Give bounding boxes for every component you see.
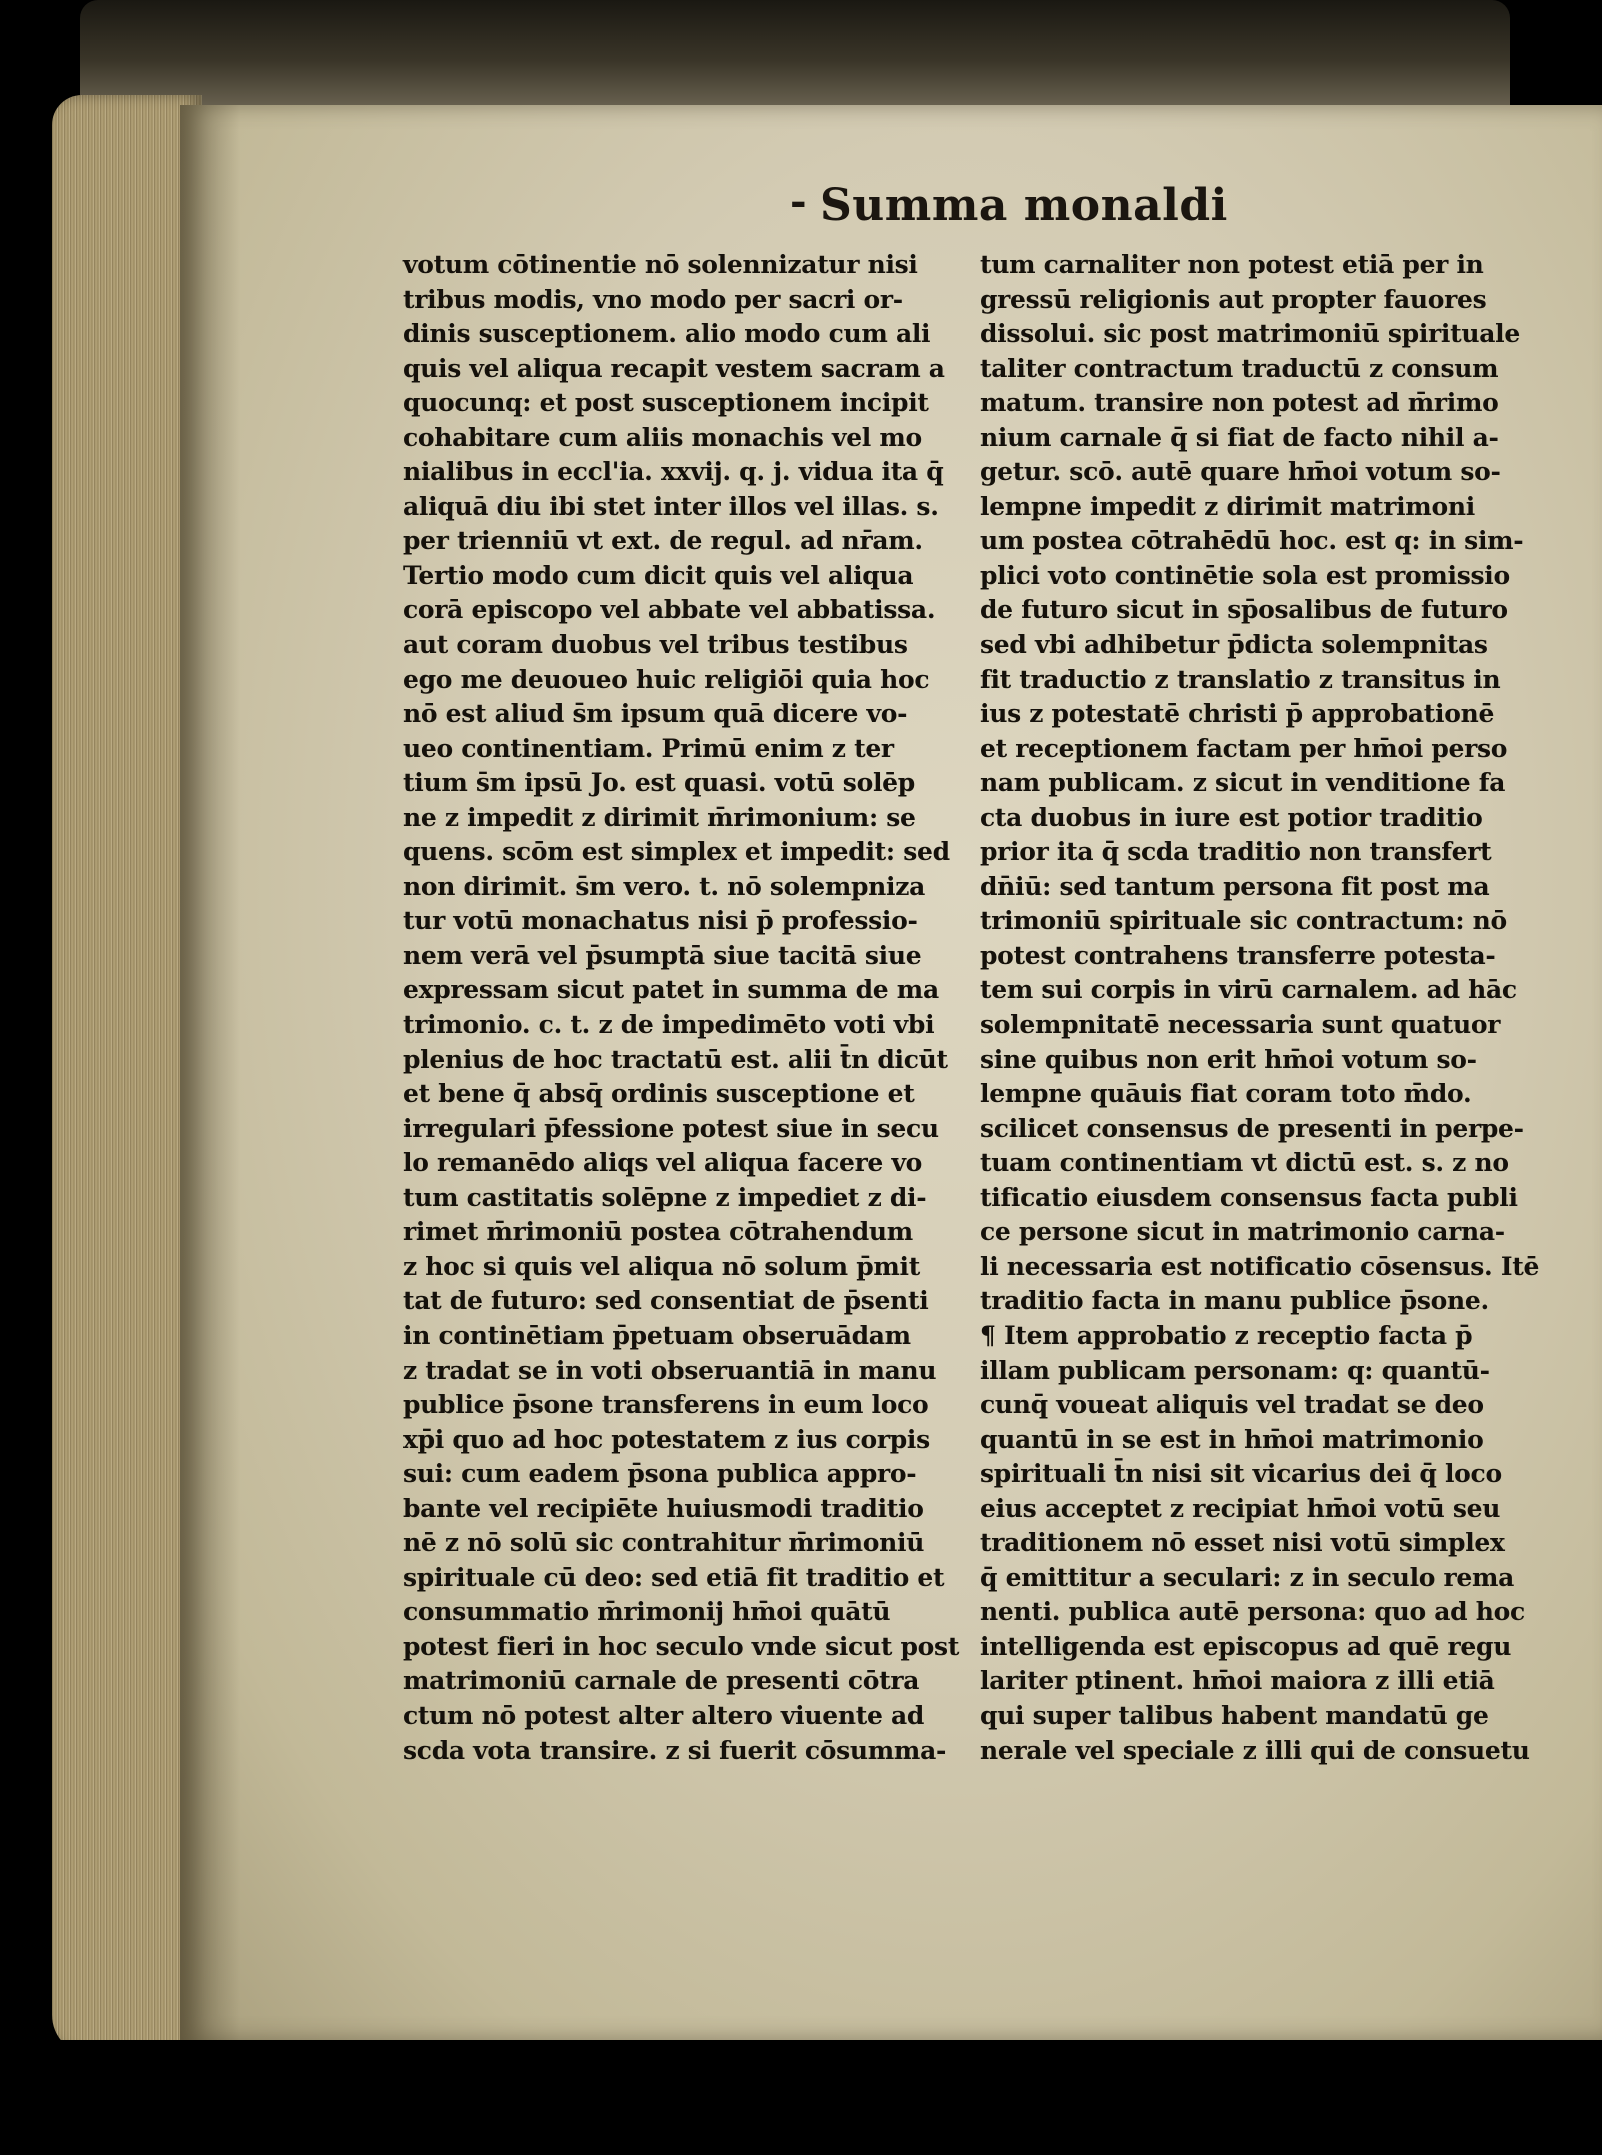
text-line: intelligenda est episcopus ad quē regu xyxy=(980,1631,1512,1661)
text-line: trimonio. c. t. z de impedimēto voti vbi xyxy=(403,1010,935,1040)
text-line: sine quibus non erit hm̄oi votum so- xyxy=(980,1044,1477,1074)
text-line: plenius de hoc tractatū est. alii t̄n dicūt xyxy=(403,1044,948,1074)
text-line: z tradat se in voti obseruantiā in manu xyxy=(403,1355,937,1385)
text-column-left xyxy=(403,248,963,1768)
text-line: tribus modis, vno modo per sacri or- xyxy=(403,284,903,314)
text-line: solempnitatē necessaria sunt quatuor xyxy=(980,1010,1501,1040)
text-line: rimet m̄rimoniū postea cōtrahendum xyxy=(403,1217,913,1247)
text-line: et bene q̄ absq̄ ordinis susceptione et xyxy=(403,1079,915,1109)
text-line: tificatio eiusdem consensus facta publi xyxy=(980,1182,1518,1212)
text-line: lempne quāuis fiat coram toto m̄do. xyxy=(980,1079,1472,1109)
text-line: ctum nō potest alter altero viuente ad xyxy=(403,1700,925,1730)
text-line: nenti. publica autē persona: quo ad hoc xyxy=(980,1597,1525,1627)
background-bottom xyxy=(0,2040,1602,2155)
text-line: spirituali t̄n nisi sit vicarius dei q̄ loco xyxy=(980,1459,1502,1489)
text-line: li necessaria est notificatio cōsensus. Itē xyxy=(980,1251,1540,1281)
text-line: tur votū monachatus nisi p̄ professio- xyxy=(403,906,918,936)
text-line: eius acceptet z recipiat hm̄oi votū seu xyxy=(980,1493,1501,1523)
gutter-shadow xyxy=(180,105,240,2040)
text-line: nerale vel speciale z illi qui de consuetu xyxy=(980,1735,1530,1765)
text-line: nialibus in eccl'ia. xxvij. q. j. vidua ita q̄ xyxy=(403,457,944,487)
text-line: taliter contractum traductū z consum xyxy=(980,353,1499,383)
text-line: prior ita q̄ scda traditio non transfert xyxy=(980,837,1492,867)
text-line: quantū in se est in hm̄oi matrimonio xyxy=(980,1424,1484,1454)
text-line: corā episcopo vel abbate vel abbatissa. xyxy=(403,595,936,625)
text-line: aliquā diu ibi stet inter illos vel illas. s. xyxy=(403,491,939,521)
text-line: lo remanēdo aliqs vel aliqua facere vo xyxy=(403,1148,923,1178)
text-line: non dirimit. s̄m vero. t. nō solempniza xyxy=(403,871,926,901)
text-line: matrimoniū carnale de presenti cōtra xyxy=(403,1666,920,1696)
text-line: ueo continentiam. Primū enim z ter xyxy=(403,733,894,763)
text-line: per trienniū vt ext. de regul. ad nr̄am. xyxy=(403,526,923,556)
text-line: Tertio modo cum dicit quis vel aliqua xyxy=(403,560,914,590)
text-line: tuam continentiam vt dictū est. s. z no xyxy=(980,1148,1509,1178)
text-line: ce persone sicut in matrimonio carna- xyxy=(980,1217,1505,1247)
text-line: lempne impedit z dirimit matrimoni xyxy=(980,491,1475,521)
text-line: um postea cōtrahēdū hoc. est q: in sim- xyxy=(980,526,1524,556)
text-line: traditionem nō esset nisi votū simplex xyxy=(980,1528,1505,1558)
text-line: z hoc si quis vel aliqua nō solum p̄mit xyxy=(403,1251,920,1281)
text-line: ius z potestatē christi p̄ approbationē xyxy=(980,699,1495,729)
text-line: cunq̄ voueat aliquis vel tradat se deo xyxy=(980,1390,1484,1420)
text-line: publice p̄sone transferens in eum loco xyxy=(403,1390,929,1420)
text-line: aut coram duobus vel tribus testibus xyxy=(403,630,908,660)
text-line: irregulari p̄fessione potest siue in secu xyxy=(403,1113,939,1143)
text-line: votum cōtinentie nō solennizatur nisi xyxy=(403,250,918,279)
text-line: tem sui corpis in virū carnalem. ad hāc xyxy=(980,975,1517,1005)
text-line: nam publicam. z sicut in venditione fa xyxy=(980,768,1506,798)
text-line: de futuro sicut in sp̄osalibus de futuro xyxy=(980,595,1508,625)
text-line: expressam sicut patet in summa de ma xyxy=(403,975,939,1005)
text-column-right xyxy=(980,248,1550,1768)
text-line: potest contrahens transferre potesta- xyxy=(980,940,1496,970)
text-line: sui: cum eadem p̄sona publica appro- xyxy=(403,1459,917,1489)
text-line: dinis susceptionem. alio modo cum ali xyxy=(403,319,931,349)
text-line: gressū religionis aut propter fauores xyxy=(980,284,1487,314)
text-line: spirituale cū deo: sed etiā fit traditio et xyxy=(403,1562,945,1592)
text-line: ¶ Item approbatio z receptio facta p̄ xyxy=(980,1320,1473,1350)
text-line: dissolui. sic post matrimoniū spirituale xyxy=(980,319,1520,349)
text-line: cta duobus in iure est potior traditio xyxy=(980,802,1483,832)
text-line: tum carnaliter non potest etiā per in xyxy=(980,250,1484,279)
text-line: traditio facta in manu publice p̄sone. xyxy=(980,1286,1489,1316)
book-top-edge xyxy=(80,0,1510,110)
text-line: xp̄i quo ad hoc potestatem z ius corpis xyxy=(403,1424,930,1454)
text-line: et receptionem factam per hm̄oi perso xyxy=(980,733,1508,763)
text-line: tium s̄m ipsū Jo. est quasi. votū solēp xyxy=(403,768,915,798)
text-line: potest fieri in hoc seculo vnde sicut post xyxy=(403,1631,960,1661)
text-line: tat de futuro: sed consentiat de p̄senti xyxy=(403,1286,929,1316)
text-line: cohabitare cum aliis monachis vel mo xyxy=(403,422,922,452)
running-header: Summa monaldi xyxy=(820,180,1228,231)
text-line: getur. scō. autē quare hm̄oi votum so- xyxy=(980,457,1501,487)
text-line: tum castitatis solēpne z impediet z di- xyxy=(403,1182,927,1212)
text-line: nē z nō solū sic contrahitur m̄rimoniū xyxy=(403,1528,925,1558)
text-line: quocunq: et post susceptionem incipit xyxy=(403,388,929,418)
text-line: q̄ emittitur a seculari: z in seculo rema xyxy=(980,1562,1515,1592)
text-line: bante vel recipiēte huiusmodi traditio xyxy=(403,1493,924,1523)
text-line: illam publicam personam: q: quantū- xyxy=(980,1355,1490,1385)
text-line: consummatio m̄rimonij hm̄oi quātū xyxy=(403,1597,891,1627)
text-line: scda vota transire. z si fuerit cōsumma- xyxy=(403,1735,947,1765)
text-line: fit traductio z translatio z transitus in xyxy=(980,664,1501,694)
text-line: ego me deuoueo huic religiōi quia hoc xyxy=(403,664,930,694)
text-line: nium carnale q̄ si fiat de facto nihil a- xyxy=(980,422,1499,452)
text-line: lariter ptinent. hm̄oi maiora z illi etiā xyxy=(980,1666,1495,1696)
text-line: sed vbi adhibetur p̄dicta solempnitas xyxy=(980,630,1488,660)
text-line: scilicet consensus de presenti in perpe- xyxy=(980,1113,1524,1143)
text-line: matum. transire non potest ad m̄rimo xyxy=(980,388,1499,418)
text-line: plici voto continētie sola est promissio xyxy=(980,560,1510,590)
text-line: ne z impedit z dirimit m̄rimonium: se xyxy=(403,802,916,832)
text-line: dn̄iū: sed tantum persona fit post ma xyxy=(980,871,1490,901)
header-dash: - xyxy=(790,178,807,225)
text-line: trimoniū spirituale sic contractum: nō xyxy=(980,906,1507,936)
text-line: nem verā vel p̄sumptā siue tacitā siue xyxy=(403,940,922,970)
text-line: nō est aliud s̄m ipsum quā dicere vo- xyxy=(403,699,908,729)
text-line: quis vel aliqua recapit vestem sacram a xyxy=(403,353,945,383)
text-line: qui super talibus habent mandatū ge xyxy=(980,1700,1489,1730)
text-line: in continētiam p̄petuam obseruādam xyxy=(403,1320,911,1350)
text-line: quens. scōm est simplex et impedit: sed xyxy=(403,837,950,867)
